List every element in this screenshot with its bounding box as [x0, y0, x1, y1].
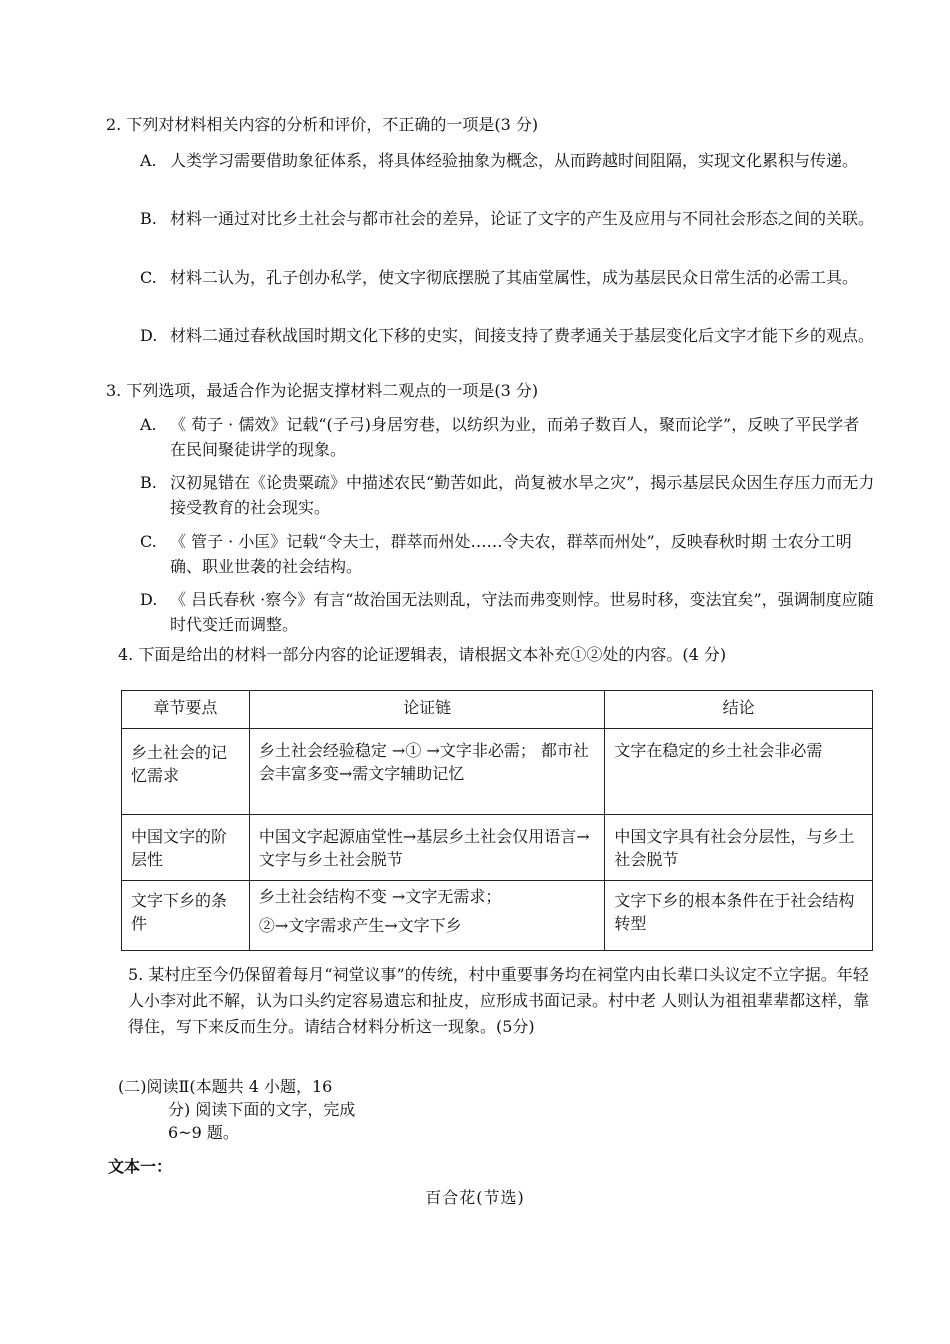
option-text: 材料一通过对比乡土社会与都市社会的差异，论证了文字的产生及应用与不同社会形态之间的关联。 — [170, 209, 875, 228]
table-cell-point: 文字下乡的条件 — [122, 881, 250, 951]
table-cell-conclusion: 中国文字具有社会分层性，与乡土社会脱节 — [605, 815, 873, 881]
section-2-line-2: 分) 阅读下面的文字，完成 — [168, 1100, 356, 1119]
table-cell-chain: 乡土社会经验稳定 →① →文字非必需； 都市社会丰富多变→需文字辅助记忆 — [249, 729, 605, 815]
table-header: 论证链 — [249, 691, 605, 729]
table-cell-conclusion: 文字在稳定的乡土社会非必需 — [605, 729, 873, 815]
option-text: 汉初晁错在《论贵粟疏》中描述农民“勤苦如此，尚复被水旱之灾”，揭示基层民众因生存压力而无力接受教育的社会现实。 — [170, 473, 875, 517]
option-label: C. — [140, 268, 157, 287]
question-3-option-b — [140, 470, 875, 520]
chain-line-2: ②→文字需求产生→文字下乡 — [258, 916, 462, 935]
section-2-line-3: 6~9 题。 — [168, 1123, 239, 1142]
question-2-option-b — [140, 206, 875, 231]
question-2-stem: 2. 下列对材料相关内容的分析和评价，不正确的一项是(3 分) — [106, 115, 539, 134]
text-one-label: 文本一： — [108, 1157, 173, 1176]
argument-logic-table — [121, 690, 873, 951]
table-cell-chain: 中国文字起源庙堂性→基层乡土社会仅用语言→文字与乡土社会脱节 — [249, 815, 605, 881]
question-2-option-a — [140, 148, 875, 173]
table-row — [122, 881, 873, 951]
table-row — [122, 815, 873, 881]
table-cell-point: 中国文字的阶层性 — [122, 815, 250, 881]
chain-line-1: 乡土社会结构不变 →文字无需求； — [258, 887, 502, 906]
option-text: 《 荀子 · 儒效》记载“(子弓)身居穷巷，以纺织为业，而弟子数百人，聚而论学”，反映了平民学者在民间聚徒讲学的现象。 — [170, 415, 860, 459]
option-label: B. — [140, 209, 157, 228]
table-header: 结论 — [605, 691, 873, 729]
table-cell-conclusion: 文字下乡的根本条件在于社会结构转型 — [605, 881, 873, 951]
table-row — [122, 729, 873, 815]
section-2-line-1: (二)阅读Ⅱ(本题共 4 小题，16 — [118, 1077, 333, 1096]
option-label: D. — [140, 326, 158, 345]
question-2-option-c — [140, 265, 875, 290]
option-label: A. — [140, 151, 157, 170]
passage-title: 百合花(节选) — [425, 1188, 525, 1207]
question-3-option-a — [140, 412, 875, 462]
option-text: 材料二通过春秋战国时期文化下移的史实，间接支持了费孝通关于基层变化后文字才能下乡的观点。 — [170, 326, 875, 345]
option-text: 材料二认为，孔子创办私学，使文字彻底摆脱了其庙堂属性，成为基层民众日常生活的必需工具。 — [170, 268, 859, 287]
table-header: 章节要点 — [122, 691, 250, 729]
option-text: 人类学习需要借助象征体系，将具体经验抽象为概念，从而跨越时间阻隔，实现文化累积与传递。 — [170, 151, 859, 170]
table-header-row — [122, 691, 873, 729]
table-cell-point: 乡土社会的记忆需求 — [122, 729, 250, 815]
question-3-stem: 3. 下列选项，最适合作为论据支撑材料二观点的一项是(3 分) — [106, 381, 539, 400]
option-label: A. — [140, 415, 157, 434]
option-text: 《 管子 · 小匡》记载“令夫士，群萃而州处……令夫农，群萃而州处”，反映春秋时期 士农分工明确、职业世袭的社会结构。 — [170, 532, 852, 576]
question-2-option-d — [140, 323, 875, 348]
question-4-stem: 4. 下面是给出的材料一部分内容的论证逻辑表，请根据文本补充①②处的内容。(4 分) — [118, 645, 727, 664]
question-3-option-c — [140, 529, 875, 579]
question-3-option-d — [140, 587, 875, 637]
option-label: D. — [140, 590, 158, 609]
question-5: 5. 某村庄至今仍保留着每月“祠堂议事”的传统，村中重要事务均在祠堂内由长辈口头议定不立字据。年轻人小李对此不解，认为口头约定容易遗忘和扯皮，应形成书面记录。村中老 人则认为祖祖辈辈都这样，靠得住，写下来反而生分。请结合材料分析这一现象。(5分) — [128, 965, 870, 1036]
table-cell-chain — [249, 881, 605, 951]
option-label: C. — [140, 532, 157, 551]
option-label: B. — [140, 473, 157, 492]
option-text: 《 吕氏春秋 ·察今》有言“故治国无法则乱，守法而弗变则悖。世易时移，变法宜矣”，强调制度应随时代变迁而调整。 — [170, 590, 874, 634]
